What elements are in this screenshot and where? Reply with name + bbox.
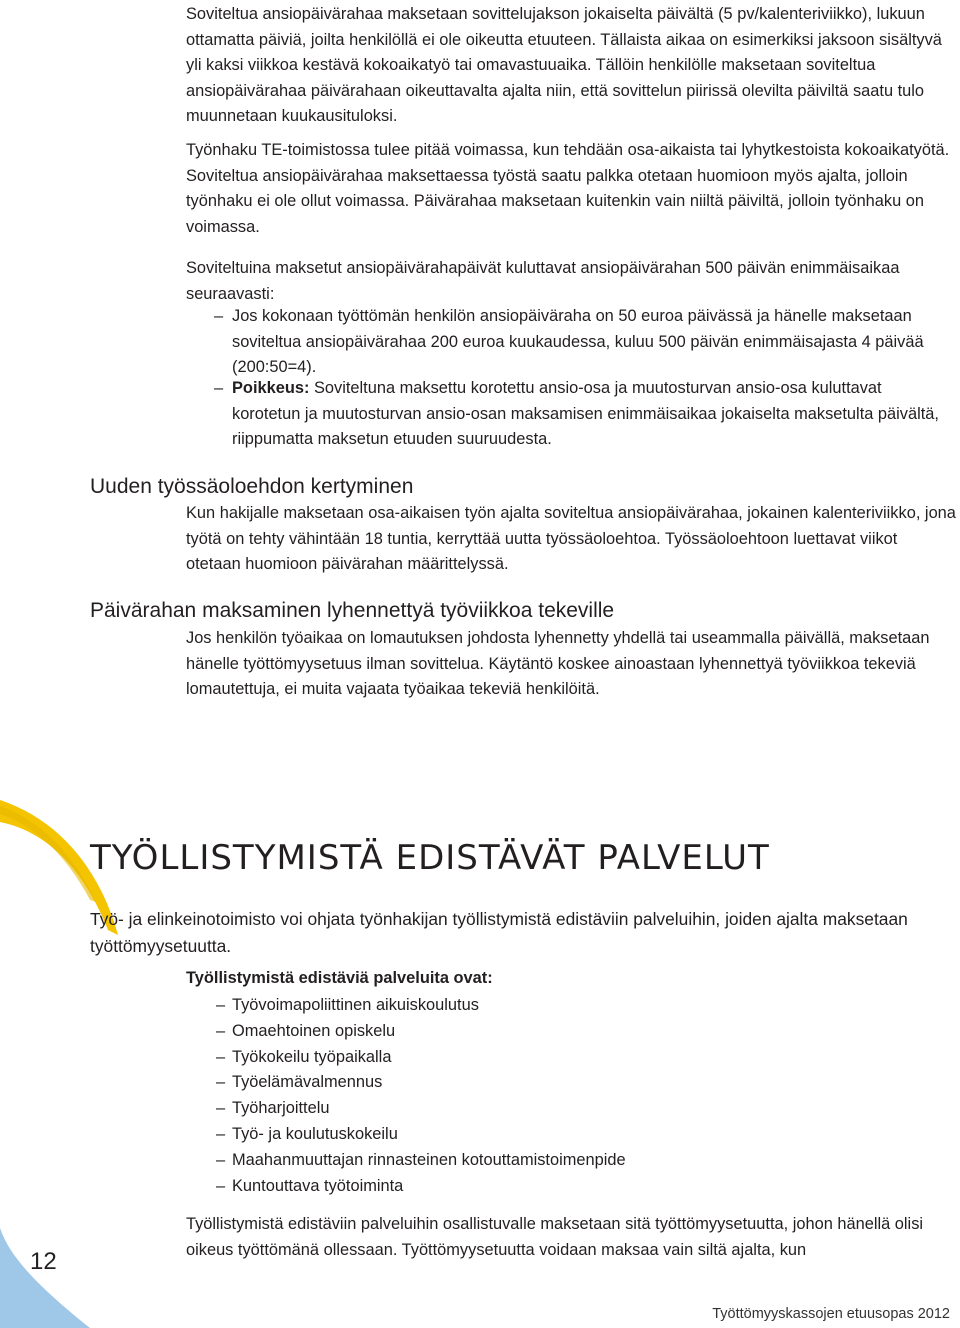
list-item: [216, 1045, 626, 1071]
dash-bullet: –: [216, 996, 226, 1014]
list-item-text: Soviteltuna maksettu korotettu ansio-osa ja muutosturvan ansio-osa kuluttavat korotetun ja muutosturvan ansio-osan maksamisen enimmäisaikaa jokaiselta maksetulta päivältä, riippumatta maksetun etuuden suuruudesta.: [232, 379, 939, 448]
section-paragraph: Kun hakijalle maksetaan osa-aikaisen työn ajalta soviteltua ansiopäivärahaa, jokainen kalenteriviikko, jona työtä on tehty vähintään 18 tuntia, kerryttää uutta työssäoloehtoa. Työssäoloehtoon luettavat viikot otetaan huomioon päivärahan määrittelyssä.: [186, 504, 956, 573]
list-item: [214, 376, 954, 453]
list-item: [216, 1096, 626, 1122]
dash-bullet: –: [216, 1073, 226, 1092]
dash-bullet: –: [216, 1176, 226, 1195]
exception-label: Poikkeus:: [232, 379, 310, 397]
list-item: [216, 1019, 626, 1045]
blue-corner-decoration: [0, 1228, 90, 1328]
list-item: [216, 1148, 626, 1174]
list-item-text: Maahanmuuttajan rinnasteinen kotouttamistoimenpide: [232, 1150, 626, 1169]
list-title: Työllistymistä edistäviä palveluita ovat:: [186, 969, 493, 987]
list-item: [214, 304, 954, 381]
list-item: [216, 1070, 626, 1096]
list-item-text: Kuntouttava työtoiminta: [232, 1176, 404, 1195]
list-item-text: Työelämävalmennus: [232, 1073, 383, 1092]
intro-paragraph-2: Työnhaku TE-toimistossa tulee pitää voimassa, kun tehdään osa-aikaista tai lyhytkestoista kokoaikatyötä. Soviteltua ansiopäivärahaa maksettaessa työstä saatu palkka otetaan huomioon myös ajalta, jolloin työnhaku ei ole ollut voimassa. Päivärahaa maksetaan kuitenkin vain niiltä päiviltä, jolloin työnhaku on voimassa.: [186, 141, 950, 236]
section-paragraph: Jos henkilön työaikaa on lomautuksen johdosta lyhennetty yhdellä tai useammalla päivällä, maksetaan hänelle työttömyysetuus ilman sovittelua. Käytäntö koskee ainoastaan lyhennettyä työviikkoa tekeviä lomautettuja, ei muita vajaata työaikaa tekeviä henkilöitä.: [186, 629, 930, 698]
list-item: [216, 1174, 626, 1200]
list-item-text: Työharjoittelu: [232, 1099, 330, 1118]
publication-footer: Työttömyyskassojen etuusopas 2012: [712, 1306, 950, 1322]
list-item: [216, 993, 626, 1019]
list-item: [216, 1122, 626, 1148]
dash-bullet: –: [214, 307, 224, 325]
page-number: 12: [30, 1248, 57, 1275]
chapter-intro: Työ- ja elinkeinotoimisto voi ohjata työnhakijan työllistymistä edistäviin palveluihin, joiden ajalta maksetaan työttömyysetuutta.: [90, 909, 908, 956]
dash-bullet: –: [216, 1047, 226, 1066]
dash-bullet: –: [214, 379, 224, 397]
chapter-title: TYÖLLISTYMISTÄ EDISTÄVÄT PALVELUT: [90, 838, 770, 878]
list-item-text: Omaehtoinen opiskelu: [232, 1021, 396, 1040]
section-heading: Uuden työssäoloehdon kertyminen: [90, 475, 414, 498]
section-heading: Päivärahan maksaminen lyhennettyä työviikkoa tekeville: [90, 599, 615, 622]
list-item-text: Työkokeilu työpaikalla: [232, 1047, 392, 1066]
corner-shape: [0, 1228, 90, 1328]
list-item-text: Jos kokonaan työttömän henkilön ansiopäiväraha on 50 euroa päivässä ja hänelle maksetaan soviteltua ansiopäivärahaa 200 euroa kuukaudessa, kuluu 500 päivän enimmäisajasta 4 päivää (200:50=4).: [232, 307, 924, 376]
dash-bullet: –: [216, 1150, 226, 1169]
dash-bullet: –: [216, 1124, 226, 1143]
list-item-text: Työ- ja koulutuskokeilu: [232, 1124, 398, 1143]
closing-paragraph: Työllistymistä edistäviin palveluihin osallistuvalle maksetaan sitä työttömyysetuutta, johon hänellä olisi oikeus työttömänä ollessaan. Työttömyysetuutta voidaan maksaa vain siltä ajalta, kun: [186, 1215, 924, 1259]
intro-paragraph-3: Soviteltuina maksetut ansiopäivärahapäivät kuluttavat ansiopäivärahan 500 päivän enimmäisaikaa seuraavasti:: [186, 259, 900, 303]
services-list: [216, 993, 626, 1199]
dash-bullet: –: [216, 1021, 226, 1040]
intro-paragraph-1: Soviteltua ansiopäivärahaa maksetaan sovittelujakson jokaiselta päivältä (5 pv/kalenteriviikko), lukuun ottamatta päiviä, joilta henkilöllä ei ole oikeutta etuuteen. Tällaista aikaa on esimerkiksi jaksoon sisältyvä yli kaksi viikkoa kestävä kokoaikatyö tai omavastuuaika. Tällöin henkilölle maksetaan soviteltua ansiopäivärahaa päivärahaan oikeuttavalta ajalta niin, että sovittelun piirissä olevilta päiviltä saatu tulo muunnetaan kuukausituloksi.: [186, 5, 942, 125]
list-item-text: Työvoimapoliittinen aikuiskoulutus: [232, 996, 479, 1014]
dash-bullet: –: [216, 1099, 226, 1118]
